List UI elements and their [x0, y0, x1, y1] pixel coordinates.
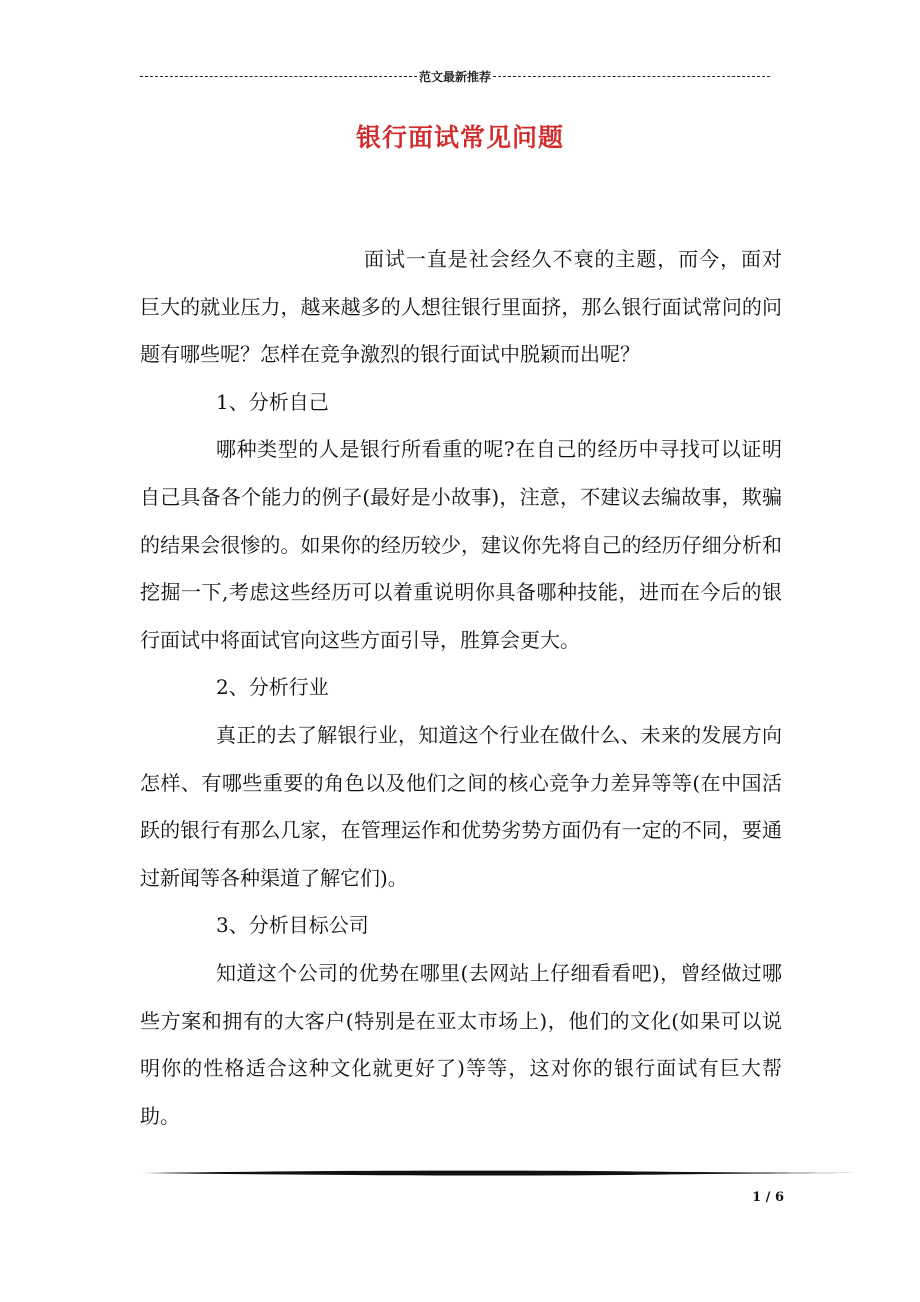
section-paragraph-2: 真正的去了解银行业，知道这个行业在做什么、未来的发展方向怎样、有哪些重要的角色以及他们之间的核心竞争力差异等等(在中国活跃的银行有那么几家，在管理运作和优势劣势方面仍有一定的不同，要通过新闻等各种渠道了解它们)。 — [140, 722, 782, 890]
section-paragraph-1: 哪种类型的人是银行所看重的呢?在自己的经历中寻找可以证明自己具备各个能力的例子(最好是小故事)，注意，不建议去编故事，欺骗的结果会很惨的。如果你的经历较少，建议你先将自己的经历仔细分析和挖掘一下,考虑这些经历可以着重说明你具备哪种技能，进而在今后的银行面试中将面试官向这些方面引导，胜算会更大。 — [140, 437, 782, 652]
header-dash-left — [140, 76, 417, 77]
document-title: 银行面试常见问题 — [355, 123, 564, 152]
header-dash-right — [493, 76, 770, 77]
header-label: 范文最新推荐 — [419, 69, 492, 84]
page-number: 1 / 6 — [752, 1190, 784, 1205]
section-heading-2: 2、分析行业 — [216, 675, 329, 700]
document-body — [140, 236, 782, 1140]
footer-rule — [140, 1168, 862, 1178]
section-heading-3: 3、分析目标公司 — [216, 913, 369, 938]
intro-paragraph: 面试一直是社会经久不衰的主题，而今，面对巨大的就业压力，越来越多的人想往银行里面挤，那么银行面试常问的问题有哪些呢？怎样在竞争激烈的银行面试中脱颖而出呢？ — [140, 247, 782, 367]
section-heading-1: 1、分析自己 — [216, 389, 329, 414]
header-line — [140, 66, 770, 86]
section-paragraph-3: 知道这个公司的优势在哪里(去网站上仔细看看吧)，曾经做过哪些方案和拥有的大客户(特别是在亚太市场上)，他们的文化(如果可以说明你的性格适合这种文化就更好了)等等，这对你的银行面试有巨大帮助。 — [140, 960, 782, 1128]
